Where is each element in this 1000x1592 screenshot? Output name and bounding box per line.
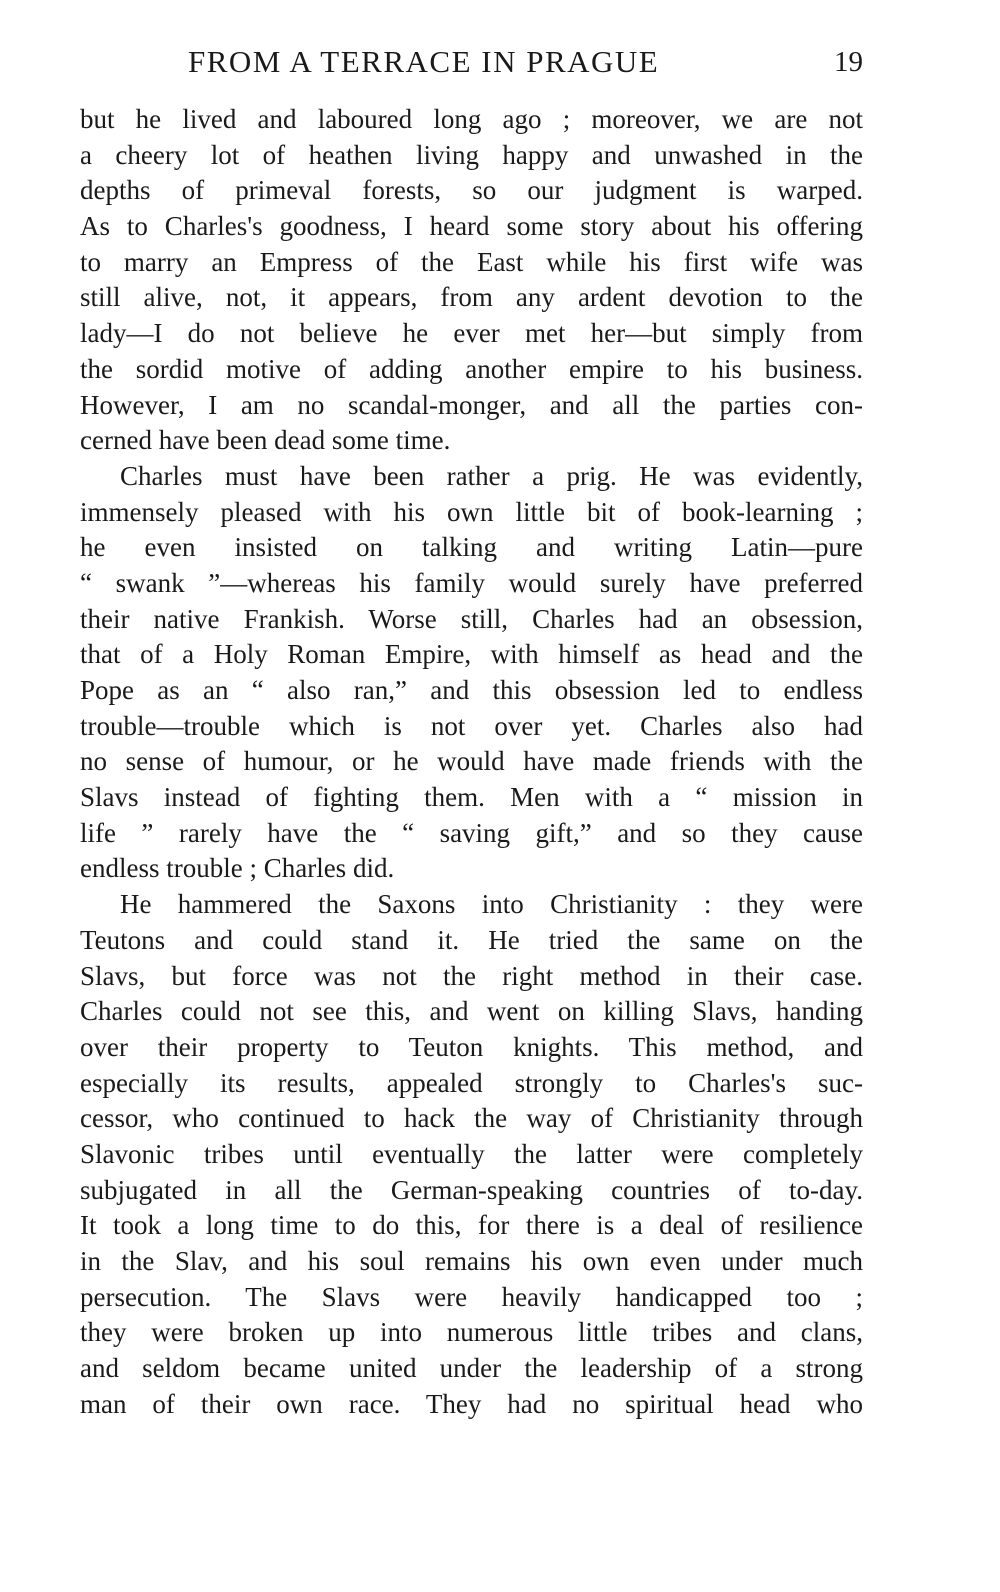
text-line: depths of primeval forests, so our judgment is warped. [80, 175, 863, 206]
text-line: to marry an Empress of the East while his first wife was [80, 246, 863, 277]
text-line: Slavs instead of fighting them. Men with a “ mission in [80, 782, 863, 813]
page-number: 19 [834, 46, 863, 78]
paragraph-2 [80, 459, 863, 887]
paragraph-3 [80, 887, 863, 1422]
text-line: life ” rarely have the “ saving gift,” and so they cause [80, 817, 863, 848]
text-line: trouble—trouble which is not over yet. Charles also had [80, 710, 863, 741]
text-line: he even insisted on talking and writing Latin—pure [80, 532, 863, 563]
text-line: However, I am no scandal-monger, and all the parties con- [80, 389, 863, 420]
text-line: Charles must have been rather a prig. He was evidently, [120, 460, 863, 491]
text-line: that of a Holy Roman Empire, with himself as head and the [80, 639, 863, 670]
text-line: As to Charles's goodness, I heard some story about his offering [80, 211, 863, 242]
text-line: subjugated in all the German-speaking countries of to-day. [80, 1174, 863, 1205]
text-line: but he lived and laboured long ago ; moreover, we are not [80, 104, 863, 134]
text-line: their native Frankish. Worse still, Charles had an obsession, [80, 603, 863, 634]
text-line: over their property to Teuton knights. This method, and [80, 1031, 863, 1062]
text-line: Charles could not see this, and went on killing Slavs, handing [80, 996, 863, 1027]
text-line: endless trouble ; Charles did. [80, 853, 395, 884]
text-line: persecution. The Slavs were heavily handicapped too ; [80, 1281, 863, 1312]
text-line: a cheery lot of heathen living happy and unwashed in the [80, 139, 863, 170]
text-line: “ swank ”—whereas his family would surely have preferred [80, 567, 863, 598]
text-line: especially its results, appealed strongly to Charles's suc- [80, 1067, 863, 1098]
text-line: immensely pleased with his own little bit of book-learning ; [80, 496, 863, 527]
running-head [80, 44, 863, 84]
text-line: cessor, who continued to hack the way of Christianity through [80, 1103, 863, 1134]
running-title: FROM A TERRACE IN PRAGUE [188, 44, 660, 79]
text-line: man of their own race. They had no spiritual head who [80, 1388, 863, 1419]
text-line: still alive, not, it appears, from any ardent devotion to the [80, 282, 863, 313]
text-line: It took a long time to do this, for there is a deal of resilience [80, 1210, 863, 1241]
text-line: He hammered the Saxons into Christianity : they were [120, 889, 863, 920]
text-line: and seldom became united under the leadership of a strong [80, 1353, 863, 1384]
text-line: Slavs, but force was not the right method in their case. [80, 960, 863, 991]
text-line: cerned have been dead some time. [80, 425, 451, 456]
text-line: Teutons and could stand it. He tried the same on the [80, 924, 863, 955]
text-line: no sense of humour, or he would have made friends with the [80, 746, 863, 777]
paragraph-1 [80, 102, 863, 459]
text-line: they were broken up into numerous little tribes and clans, [80, 1317, 863, 1348]
text-line: Pope as an “ also ran,” and this obsession led to endless [80, 675, 863, 705]
text-line: the sordid motive of adding another empire to his business. [80, 353, 863, 384]
text-line: Slavonic tribes until eventually the latter were completely [80, 1138, 863, 1169]
text-line: in the Slav, and his soul remains his own even under much [80, 1246, 863, 1276]
text-line: lady—I do not believe he ever met her—but simply from [80, 318, 863, 349]
body-text [80, 102, 863, 1422]
